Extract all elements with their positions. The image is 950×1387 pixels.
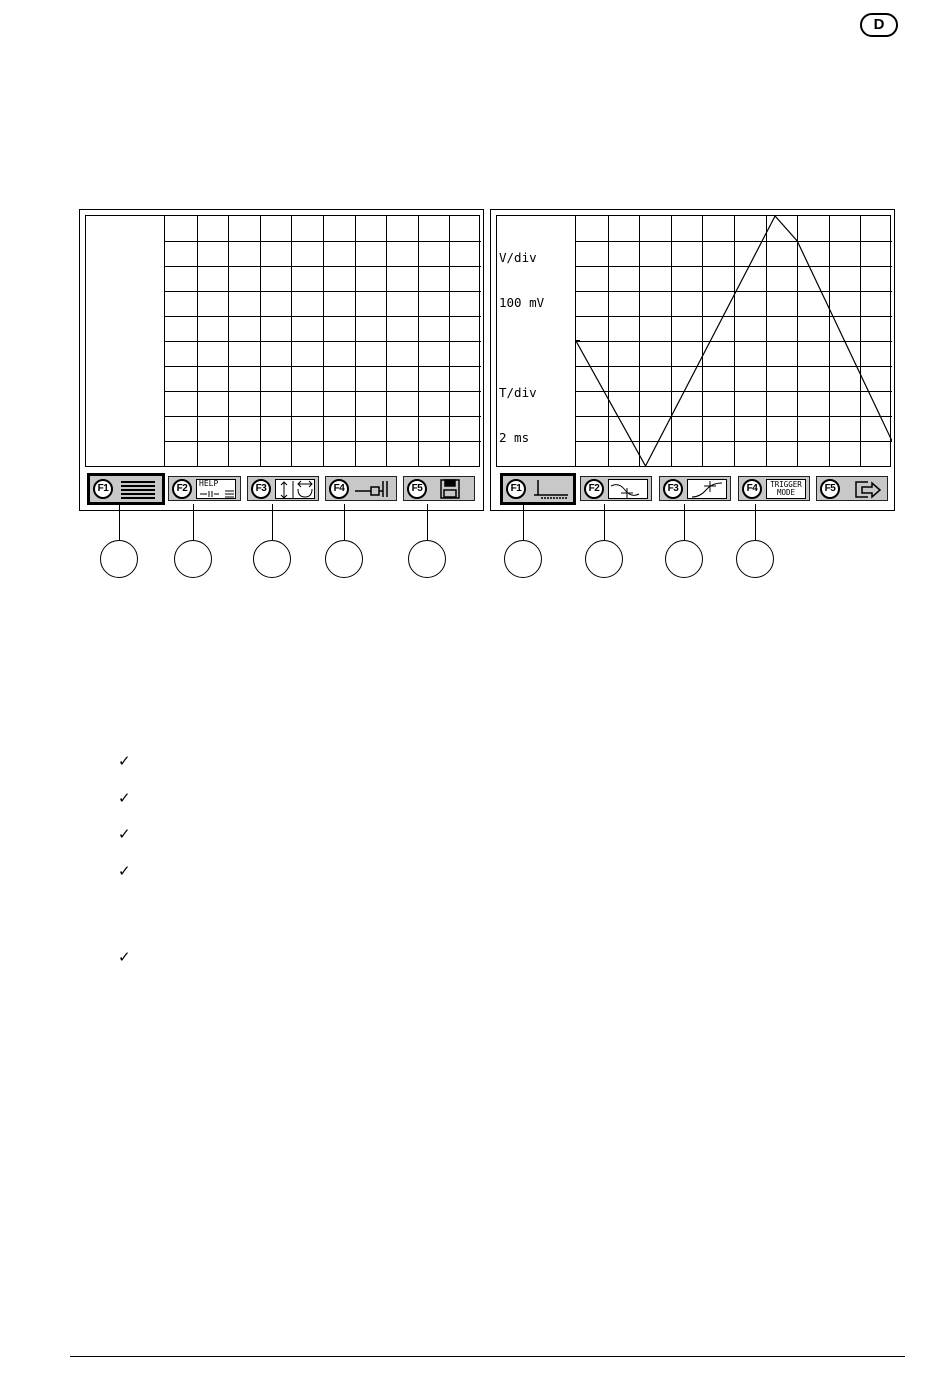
vdiv-label: V/div (499, 250, 537, 265)
softkey-label: F3 (251, 479, 271, 499)
softkey-f4[interactable] (738, 476, 810, 501)
softkey-f2[interactable] (168, 476, 241, 501)
checkmark-icon: ✓ (118, 948, 131, 966)
falling-slope-icon (608, 479, 648, 499)
rising-slope-icon (687, 479, 727, 499)
callout-circle (665, 540, 703, 578)
trigger-mode-icon: TRIGGER MODE (766, 479, 806, 499)
checkmark-icon: ✓ (118, 789, 131, 807)
softkey-label: F1 (506, 479, 526, 499)
side-panel (86, 216, 165, 466)
softkey-label: F5 (407, 479, 427, 499)
callout-circle (736, 540, 774, 578)
softkey-label: F2 (172, 479, 192, 499)
callout-circle (585, 540, 623, 578)
softkey-f3[interactable] (659, 476, 731, 501)
scope-screen (490, 209, 895, 511)
softkey-f3[interactable] (247, 476, 319, 501)
softkey-f1[interactable] (87, 473, 165, 505)
softkey-f2[interactable] (580, 476, 652, 501)
checkmark-icon: ✓ (118, 752, 131, 770)
menu-display-area (85, 215, 480, 467)
readout-panel (497, 216, 576, 466)
tdiv-label: T/div (499, 385, 537, 400)
help-index-icon (196, 479, 236, 499)
softkey-f5[interactable] (816, 476, 888, 501)
callout-circle (253, 540, 291, 578)
callout-circle (100, 540, 138, 578)
scope-display-area (496, 215, 891, 467)
softkey-label: F3 (663, 479, 683, 499)
language-badge: D (860, 13, 898, 37)
softkey-bar (85, 473, 480, 505)
callout-circle (174, 540, 212, 578)
waveform-plot (576, 216, 890, 466)
list-lines-icon (117, 479, 157, 499)
softkey-label: F1 (93, 479, 113, 499)
softkey-label: F4 (742, 479, 762, 499)
softkey-label: F5 (820, 479, 840, 499)
graticule (165, 216, 479, 466)
help-icon-text: HELP (199, 478, 219, 488)
softkey-label: F2 (584, 479, 604, 499)
softkey-label: F4 (329, 479, 349, 499)
footer-rule (70, 1356, 905, 1357)
softkey-f5[interactable] (403, 476, 475, 501)
softkey-f4[interactable] (325, 476, 397, 501)
scale-arrows-icon (275, 479, 315, 499)
tdiv-value: 2 ms (499, 430, 530, 445)
checkmark-icon: ✓ (118, 825, 131, 843)
callout-circle (325, 540, 363, 578)
softkey-f1[interactable] (500, 473, 576, 505)
floppy-disk-icon (431, 479, 471, 499)
cursor-axis-icon (530, 479, 570, 499)
callout-circle (504, 540, 542, 578)
callout-circle (408, 540, 446, 578)
exit-icon (844, 479, 884, 499)
vdiv-value: 100 mV (499, 295, 545, 310)
checkmark-icon: ✓ (118, 862, 131, 880)
menu-screen (79, 209, 484, 511)
probe-icon (353, 479, 393, 499)
softkey-bar (496, 473, 891, 505)
